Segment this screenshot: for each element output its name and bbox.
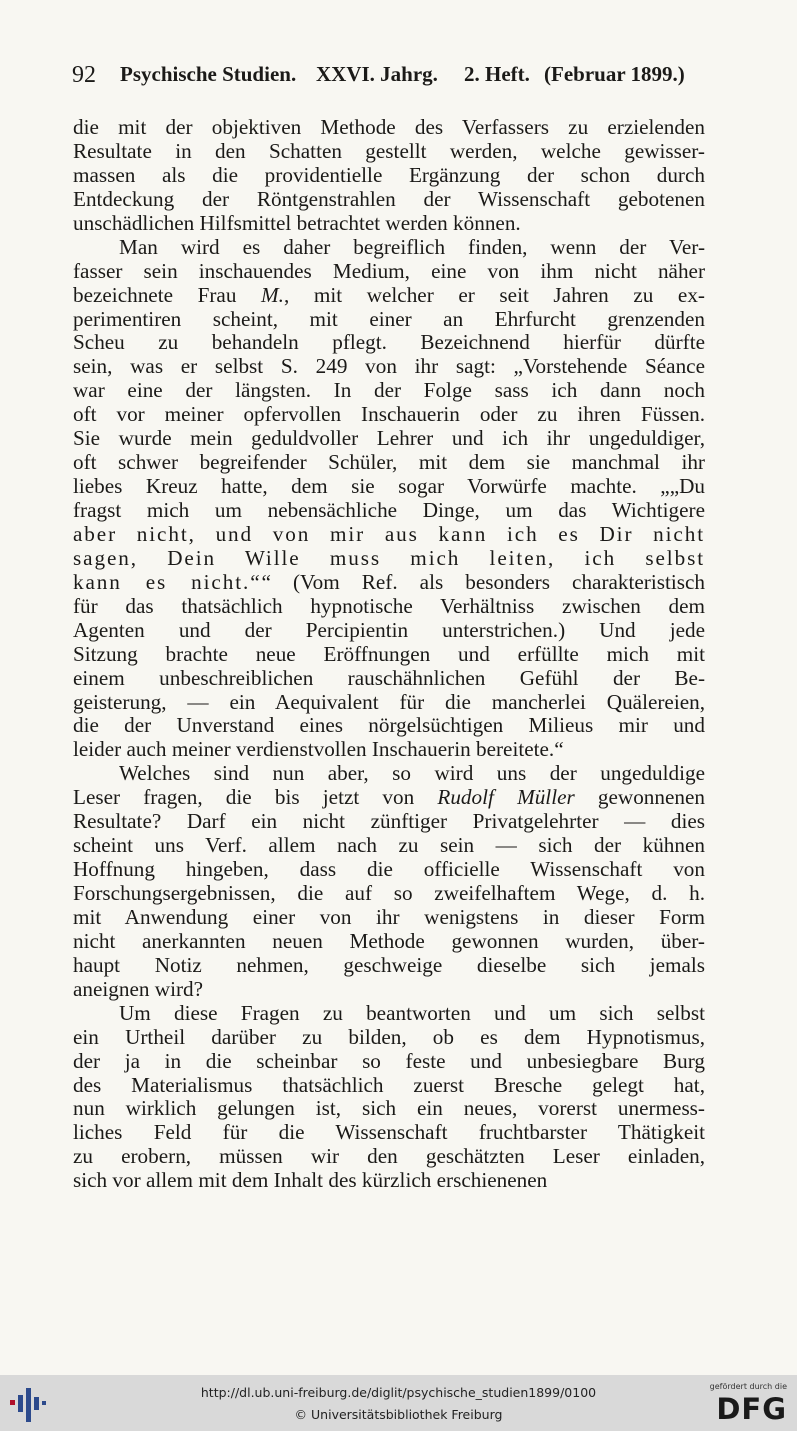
text-line: oft schwer begreifender Schüler, mit dem sie manchmal ihr [73, 450, 705, 475]
text-line: die der Unverstand eines nörgelsüchtigen Milieus mir und [73, 713, 705, 738]
text-line: aneignen wird? [73, 976, 204, 1001]
text-line: unschädlichen Hilfsmittel betrachtet werden können. [73, 210, 521, 235]
text-line: Man wird es daher begreiflich finden, wenn der Ver- [119, 234, 705, 259]
issue-label: 2. Heft. [464, 62, 530, 86]
text-line [73, 786, 705, 810]
text-line: fragst mich um nebensächliche Dinge, um das Wichtigere [73, 498, 705, 522]
text-line: sein, was er selbst S. 249 von ihr sagt: „Vorstehende Séance [73, 354, 705, 379]
text-line: fasser sein inschauendes Medium, eine von ihm nicht näher [73, 258, 705, 283]
text-line: einem unbeschreiblichen rauschähnlichen Gefühl der Be- [73, 665, 705, 690]
text-line: Welches sind nun aber, so wird uns der ungeduldige [119, 761, 705, 786]
italic-text-segment: M. [261, 282, 284, 307]
text-line: nun wirklich gelungen ist, sich ein neues, vorerst unermess- [73, 1096, 705, 1121]
text-line: ein Urtheil darüber zu bilden, ob es dem Hypnotismus, [73, 1024, 705, 1049]
text-line [73, 284, 705, 308]
funding-note: gefördert durch die [709, 1382, 787, 1391]
text-line: Resultate? Darf ein nicht zünftiger Privatgelehrter — dies [73, 809, 705, 834]
text-line: liches Feld für die Wissenschaft fruchtbarster Thätigkeit [73, 1120, 705, 1145]
text-segment: “ (Vom Ref. als besonders charakteristisch [261, 569, 705, 594]
text-line: für das thatsächlich hypnotische Verhältniss zwischen dem [73, 593, 705, 618]
text-line: nicht anerkannten neuen Methode gewonnen wurden, über- [73, 928, 705, 953]
journal-title: Psychische Studien. [120, 62, 297, 86]
text-line: Entdeckung der Röntgenstrahlen der Wissenschaft gebotenen [73, 186, 705, 211]
text-line: massen als die providentielle Ergänzung der schon durch [73, 162, 705, 187]
dfg-logo[interactable]: DFG [716, 1392, 787, 1426]
text-line: mit Anwendung einer von ihr wenigstens in dieser Form [73, 904, 705, 929]
text-segment: gewonnenen [574, 785, 705, 810]
body-text [73, 116, 705, 1193]
text-line: sagen, Dein Wille muss mich leiten, ich selbst [73, 545, 705, 570]
document-url-link[interactable]: http://dl.ub.uni-freiburg.de/diglit/psychische_studien1899/0100 [200, 1385, 597, 1400]
text-line: Forschungsergebnissen, die auf so zweifelhaftem Wege, d. h. [73, 881, 705, 905]
text-segment: , mit welcher er seit Jahren zu ex- [283, 282, 705, 307]
text-line: war eine der längsten. In der Folge sass ich dann noch [73, 378, 705, 403]
text-line: liebes Kreuz hatte, dem sie sogar Vorwürfe machte. „„Du [73, 474, 705, 499]
running-header [72, 62, 706, 92]
italic-text-segment: Rudolf Müller [437, 785, 575, 810]
text-line: des Materialismus thatsächlich zuerst Bresche gelegt hat, [73, 1072, 705, 1097]
text-line: zu erobern, müssen wir den geschätzten Leser einladen, [73, 1144, 705, 1169]
text-line: der ja in die scheinbar so feste und unbesiegbare Burg [73, 1048, 705, 1073]
text-line: Sitzung brachte neue Eröffnungen und erfüllte mich mit [73, 641, 705, 666]
text-segment: bezeichnete Frau [73, 282, 262, 307]
text-line: Scheu zu behandeln pflegt. Bezeichnend hierfür dürfte [73, 330, 705, 355]
text-line: aber nicht, und von mir aus kann ich es Dir nicht [73, 521, 705, 546]
text-line: perimentiren scheint, mit einer an Ehrfurcht grenzenden [73, 306, 705, 331]
text-line: Resultate in den Schatten gestellt werden, welche gewisser- [73, 138, 705, 163]
text-segment: Leser fragen, die bis jetzt von [73, 785, 438, 810]
text-line: oft vor meiner opfervollen Inschauerin oder zu ihren Füssen. [73, 402, 705, 427]
text-line [73, 571, 705, 595]
text-line: Um diese Fragen zu beantworten und um sich selbst [119, 1000, 705, 1025]
viewer-footer [0, 1375, 797, 1431]
text-line: leider auch meiner verdienstvollen Inschauerin bereitete.“ [73, 737, 564, 762]
text-line: Hoffnung hingeben, dass die officielle Wissenschaft von [73, 857, 705, 882]
text-line: scheint uns Verf. allem nach zu sein — sich der kühnen [73, 833, 705, 858]
text-line: sich vor allem mit dem Inhalt des kürzlich erschienenen [73, 1168, 548, 1193]
text-line: geisterung, — ein Aequivalent für die mancherlei Quälereien, [73, 689, 705, 714]
text-line: Sie wurde mein geduldvoller Lehrer und ich ihr ungeduldiger, [73, 426, 705, 451]
page-number: 92 [72, 62, 96, 88]
text-line: haupt Notiz nehmen, geschweige dieselbe sich jemals [73, 952, 705, 977]
text-line: die mit der objektiven Methode des Verfassers zu erzielenden [73, 115, 705, 139]
spaced-text-segment: kann es nicht.“ [73, 569, 262, 594]
volume-label: XXVI. Jahrg. [316, 62, 438, 86]
text-line: Agenten und der Percipientin unterstrichen.) Und jede [73, 617, 705, 642]
issue-date: (Februar 1899.) [544, 62, 685, 86]
copyright-notice: © Universitätsbibliothek Freiburg [294, 1407, 503, 1422]
